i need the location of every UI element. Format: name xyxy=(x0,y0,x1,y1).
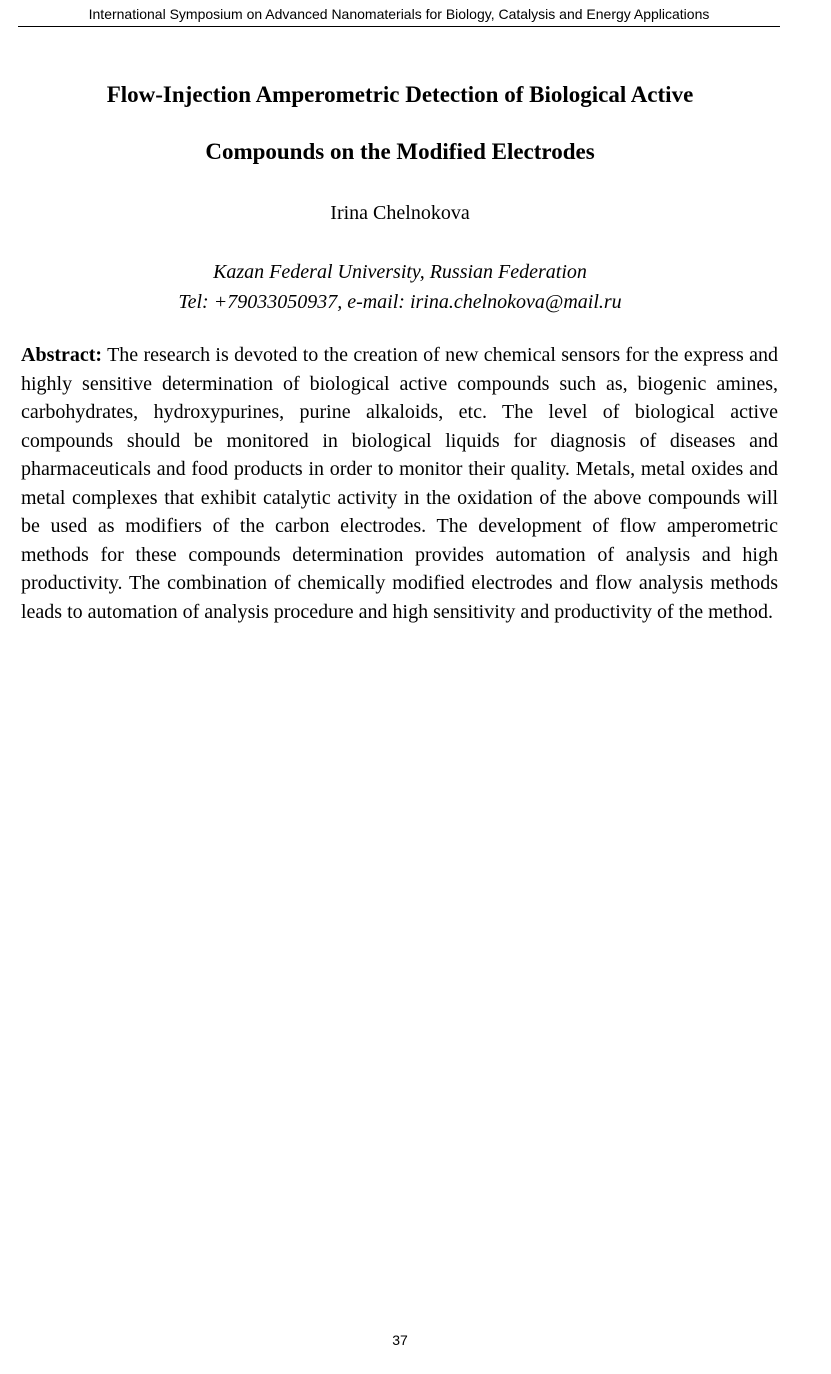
affiliation-block xyxy=(20,257,780,317)
paper-title-line-1: Flow-Injection Amperometric Detection of Biological Active xyxy=(106,82,694,107)
running-header xyxy=(18,4,780,27)
paper-title-line-2: Compounds on the Modified Electrodes xyxy=(205,139,595,164)
page-number: 37 xyxy=(392,1332,408,1348)
affiliation: Kazan Federal University, Russian Federation xyxy=(213,261,587,283)
contact-info: Tel: +79033050937, e-mail: irina.chelnokova@mail.ru xyxy=(178,291,622,313)
author-name: Irina Chelnokova xyxy=(330,202,470,224)
paper-title xyxy=(20,66,780,180)
abstract-label: Abstract: xyxy=(21,344,103,366)
running-header-text: International Symposium on Advanced Nanomaterials for Biology, Catalysis and Energy Applications xyxy=(88,6,710,22)
abstract-text: The research is devoted to the creation of new chemical sensors for the express and highly sensitive determination of biological active compounds such as, biogenic amines, carbohydrates, hydroxypurines, purine alkaloids, etc. The level of biological active compounds should be monitored in biological liquids for diagnosis of diseases and pharmaceuticals and food products in order to monitor their quality. Metals, metal oxides and metal complexes that exhibit catalytic activity in the oxidation of the above compounds will be used as modifiers of the carbon electrodes. The development of flow amperometric methods for these compounds determination provides automation of analysis and high productivity. The combination of chemically modified electrodes and flow analysis methods leads to automation of analysis procedure and high sensitivity and productivity of the method. xyxy=(21,344,779,623)
abstract xyxy=(21,341,778,626)
